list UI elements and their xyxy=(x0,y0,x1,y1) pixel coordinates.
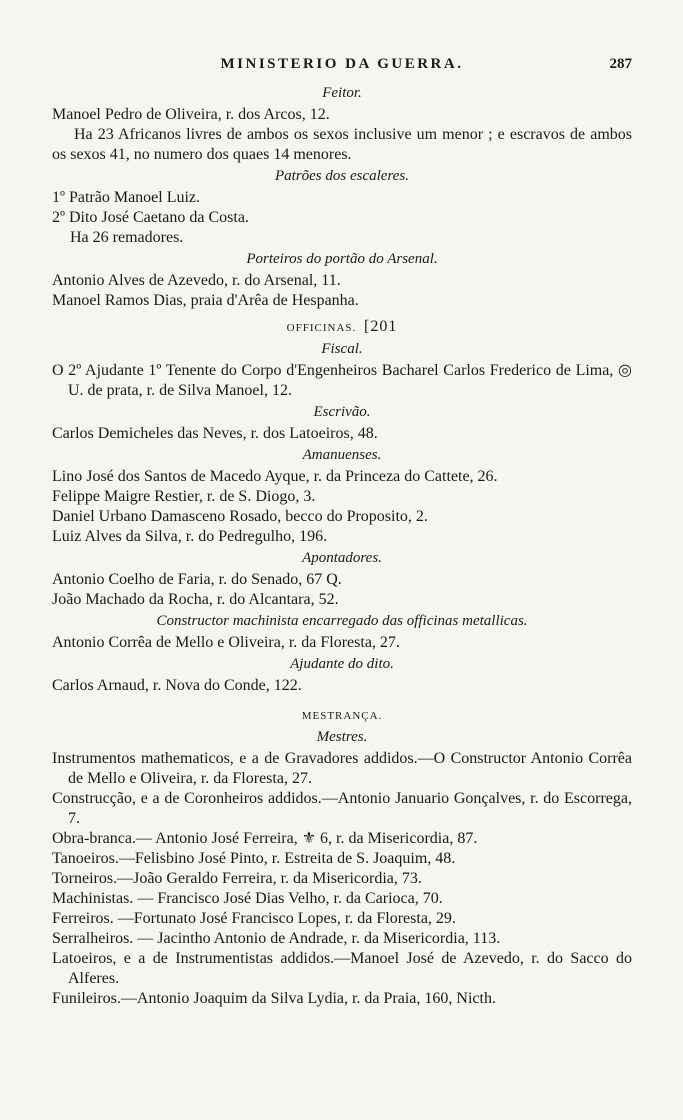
heading-officinas xyxy=(52,317,632,338)
mestre-entry: Construcção, e a de Coronheiros addidos.—Antonio Januario Gonçalves, r. do Escorrega, 7. xyxy=(52,790,632,827)
document-page xyxy=(52,56,632,1009)
amanuense-line: Lino José dos Santos de Macedo Ayque, r. da Princeza do Cattete, 26. xyxy=(52,468,498,485)
apontador-line: Antonio Coelho de Faria, r. do Senado, 67 Q. xyxy=(52,571,342,588)
ajudante-line: Carlos Arnaud, r. Nova do Conde, 122. xyxy=(52,677,302,694)
page-number: 287 xyxy=(609,56,632,72)
patrao-line: 2º Dito José Caetano da Costa. xyxy=(52,209,249,226)
constructor-line: Antonio Corrêa de Mello e Oliveira, r. da Floresta, 27. xyxy=(52,634,400,651)
mestre-entry: Torneiros.—João Geraldo Ferreira, r. da Misericordia, 73. xyxy=(52,870,422,887)
fiscal-entry: O 2º Ajudante 1º Tenente do Corpo d'Engenheiros Bacharel Carlos Frederico de Lima, ◎ U. de prata, r. de Silva Manoel, 12. xyxy=(52,362,632,399)
heading-ajudante: Ajudante do dito. xyxy=(290,656,394,672)
heading-patroes: Patrões dos escaleres. xyxy=(274,168,409,184)
escrivao-line: Carlos Demicheles das Neves, r. dos Latoeiros, 48. xyxy=(52,425,378,442)
mestre-entry: Machinistas. — Francisco José Dias Velho, r. da Carioca, 70. xyxy=(52,890,443,907)
africanos-paragraph: Ha 23 Africanos livres de ambos os sexos inclusive um menor ; e escravos de ambos os sexos 41, no numero dos quaes 14 menores. xyxy=(52,126,632,163)
heading-feitor: Feitor. xyxy=(322,85,362,101)
amanuense-line: Daniel Urbano Damasceno Rosado, becco do Proposito, 2. xyxy=(52,508,428,525)
remadores-note: Ha 26 remadores. xyxy=(70,229,184,246)
officinas-title: OFFICINAS. xyxy=(286,322,357,334)
mestre-entry: Ferreiros. —Fortunato José Francisco Lopes, r. da Floresta, 29. xyxy=(52,910,456,927)
mestre-entry: Instrumentos mathematicos, e a de Gravadores addidos.—O Constructor Antonio Corrêa de Mello e Oliveira, r. da Floresta, 27. xyxy=(52,750,632,787)
heading-porteiros: Porteiros do portão do Arsenal. xyxy=(246,251,438,267)
mestre-entry: Tanoeiros.—Felisbino José Pinto, r. Estreita de S. Joaquim, 48. xyxy=(52,850,456,867)
heading-escrivao: Escrivão. xyxy=(313,404,371,420)
mestre-entry: Obra-branca.— Antonio José Ferreira, ⚜ 6, r. da Misericordia, 87. xyxy=(52,830,478,847)
apontador-line: João Machado da Rocha, r. do Alcantara, 52. xyxy=(52,591,339,608)
amanuense-line: Felippe Maigre Restier, r. de S. Diogo, 3. xyxy=(52,488,316,505)
page-header xyxy=(52,56,632,82)
feitor-line: Manoel Pedro de Oliveira, r. dos Arcos, 12. xyxy=(52,106,330,123)
heading-constructor: Constructor machinista encarregado das officinas metallicas. xyxy=(156,613,528,629)
porteiro-line: Manoel Ramos Dias, praia d'Arêa de Hespanha. xyxy=(52,292,359,309)
mestre-entry: Latoeiros, e a de Instrumentistas addidos.—Manoel José de Azevedo, r. do Sacco do Alferes. xyxy=(52,950,632,987)
mestre-entry: Serralheiros. — Jacintho Antonio de Andrade, r. da Misericordia, 113. xyxy=(52,930,501,947)
heading-amanuenses: Amanuenses. xyxy=(302,447,382,463)
running-title: MINISTERIO DA GUERRA. xyxy=(220,56,464,72)
heading-fiscal: Fiscal. xyxy=(321,341,363,357)
patrao-line: 1º Patrão Manoel Luiz. xyxy=(52,189,201,206)
heading-mestranca: MESTRANÇA. xyxy=(301,710,383,722)
officinas-bracket: [201 xyxy=(364,318,398,335)
amanuense-line: Luiz Alves da Silva, r. do Pedregulho, 196. xyxy=(52,528,328,545)
heading-apontadores: Apontadores. xyxy=(302,550,382,566)
mestre-entry: Funileiros.—Antonio Joaquim da Silva Lydia, r. da Praia, 160, Nicth. xyxy=(52,990,496,1007)
heading-mestres: Mestres. xyxy=(316,729,368,745)
porteiro-line: Antonio Alves de Azevedo, r. do Arsenal, 11. xyxy=(52,272,341,289)
